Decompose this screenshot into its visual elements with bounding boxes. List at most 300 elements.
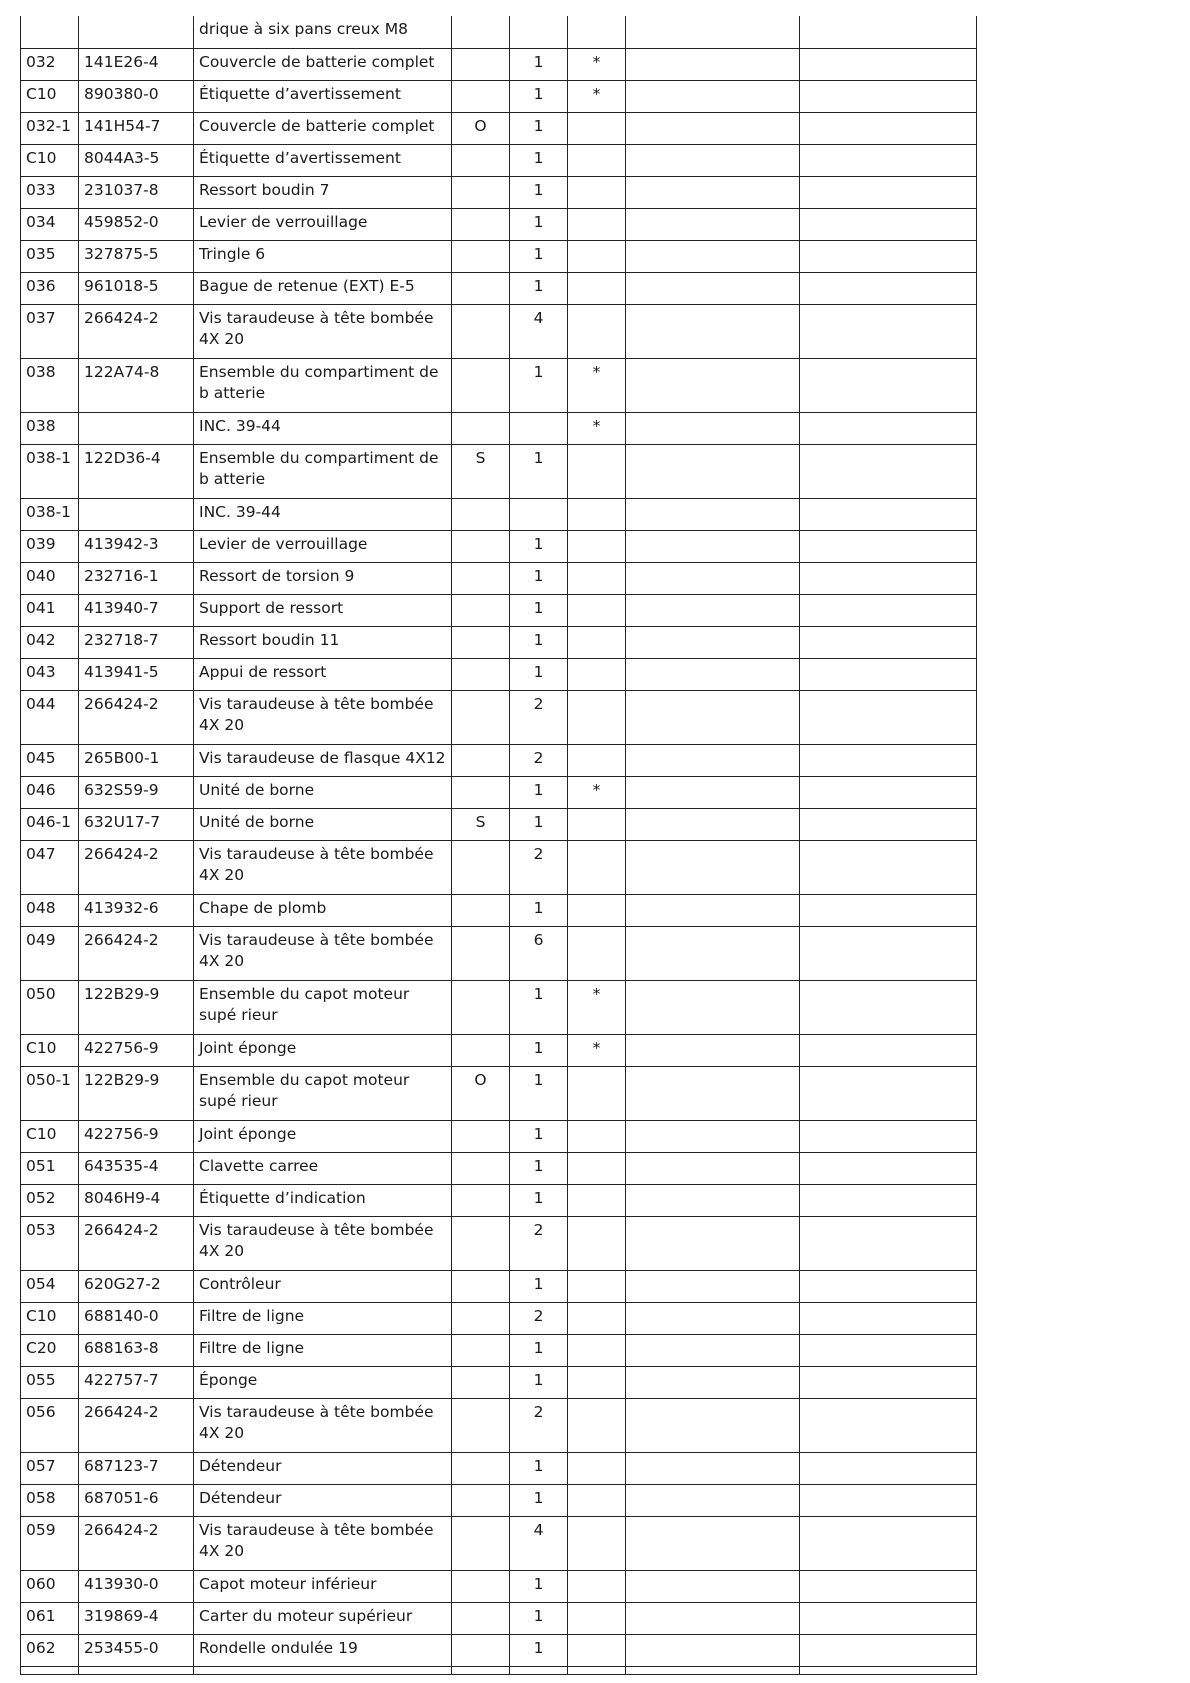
empty-cell — [626, 1034, 800, 1066]
part-number-cell: 232716-1 — [79, 562, 194, 594]
variant-flag-cell — [452, 80, 510, 112]
note-cell: * — [568, 776, 626, 808]
table-row — [21, 1398, 977, 1452]
part-number-cell: 8046H9-4 — [79, 1184, 194, 1216]
part-number-cell: 459852-0 — [79, 208, 194, 240]
item-number-cell: 040 — [21, 562, 79, 594]
part-number-cell: 890380-0 — [79, 80, 194, 112]
quantity-cell: 1 — [510, 1334, 568, 1366]
quantity-cell: 1 — [510, 1452, 568, 1484]
quantity-cell: 1 — [510, 530, 568, 562]
empty-cell — [626, 562, 800, 594]
quantity-cell: 4 — [510, 1516, 568, 1570]
description-cell: Ensemble du compartiment de b atterie — [194, 358, 452, 412]
table-row — [21, 272, 977, 304]
quantity-cell: 1 — [510, 1484, 568, 1516]
description-cell: Capot moteur inférieur — [194, 1570, 452, 1602]
table-row — [21, 444, 977, 498]
note-cell — [568, 808, 626, 840]
parts-list-table — [20, 16, 977, 1675]
table-row — [21, 1184, 977, 1216]
description-cell: Chape de plomb — [194, 894, 452, 926]
quantity-cell: 1 — [510, 1066, 568, 1120]
note-cell — [568, 626, 626, 658]
quantity-cell: 2 — [510, 1398, 568, 1452]
variant-flag-cell — [452, 562, 510, 594]
empty-cell — [800, 626, 977, 658]
empty-cell — [626, 894, 800, 926]
empty-cell — [800, 272, 977, 304]
variant-flag-cell — [452, 1398, 510, 1452]
item-number-cell: 056 — [21, 1398, 79, 1452]
part-number-cell: 687123-7 — [79, 1452, 194, 1484]
description-cell: Appui de ressort — [194, 658, 452, 690]
empty-cell — [800, 1398, 977, 1452]
quantity-cell: 1 — [510, 358, 568, 412]
empty-cell — [626, 690, 800, 744]
description-cell: Ensemble du compartiment de b atterie — [194, 444, 452, 498]
quantity-cell: 1 — [510, 594, 568, 626]
table-row — [21, 80, 977, 112]
part-number-cell: 413930-0 — [79, 1570, 194, 1602]
variant-flag-cell — [452, 240, 510, 272]
variant-flag-cell — [452, 1570, 510, 1602]
variant-flag-cell — [452, 176, 510, 208]
description-cell: Vis taraudeuse à tête bombée 4X 20 — [194, 840, 452, 894]
variant-flag-cell — [452, 626, 510, 658]
empty-cell — [626, 1184, 800, 1216]
description-cell: Vis taraudeuse de flasque 4X12 — [194, 744, 452, 776]
empty-cell — [800, 562, 977, 594]
note-cell — [568, 894, 626, 926]
empty-cell — [626, 1570, 800, 1602]
variant-flag-cell — [452, 1334, 510, 1366]
table-row — [21, 1334, 977, 1366]
item-number-cell: 055 — [21, 1366, 79, 1398]
description-cell: Joint éponge — [194, 1034, 452, 1066]
empty-cell — [800, 1666, 977, 1674]
empty-cell — [800, 48, 977, 80]
variant-flag-cell — [452, 1516, 510, 1570]
empty-cell — [626, 240, 800, 272]
empty-cell — [800, 1302, 977, 1334]
empty-cell — [800, 304, 977, 358]
item-number-cell: 048 — [21, 894, 79, 926]
note-cell — [568, 926, 626, 980]
part-number-cell: 632U17-7 — [79, 808, 194, 840]
empty-cell — [626, 304, 800, 358]
variant-flag-cell — [452, 840, 510, 894]
note-cell — [568, 1066, 626, 1120]
item-number-cell: 038-1 — [21, 498, 79, 530]
empty-cell — [800, 1516, 977, 1570]
item-number-cell: 044 — [21, 690, 79, 744]
empty-cell — [800, 980, 977, 1034]
item-number-cell: 062 — [21, 1634, 79, 1666]
empty-cell — [800, 808, 977, 840]
note-cell — [568, 690, 626, 744]
empty-cell — [800, 1034, 977, 1066]
quantity-cell: 2 — [510, 690, 568, 744]
note-cell — [568, 176, 626, 208]
empty-cell — [800, 112, 977, 144]
empty-cell — [626, 16, 800, 48]
description-cell: Vis taraudeuse à tête bombée 4X 20 — [194, 1216, 452, 1270]
table-row — [21, 808, 977, 840]
note-cell — [568, 112, 626, 144]
quantity-cell: 1 — [510, 1184, 568, 1216]
empty-cell — [626, 272, 800, 304]
empty-cell — [626, 1120, 800, 1152]
item-number-cell: 038 — [21, 412, 79, 444]
description-cell: Support de ressort — [194, 594, 452, 626]
empty-cell — [626, 926, 800, 980]
empty-cell — [800, 1366, 977, 1398]
quantity-cell: 1 — [510, 144, 568, 176]
note-cell — [568, 744, 626, 776]
item-number-cell: 038 — [21, 358, 79, 412]
part-number-cell: 327875-5 — [79, 240, 194, 272]
part-number-cell: 266424-2 — [79, 1216, 194, 1270]
note-cell — [568, 1302, 626, 1334]
part-number-cell: 265B00-1 — [79, 744, 194, 776]
description-cell: Détendeur — [194, 1452, 452, 1484]
empty-cell — [800, 1270, 977, 1302]
quantity-cell: 1 — [510, 1120, 568, 1152]
empty-cell — [626, 1484, 800, 1516]
quantity-cell: 1 — [510, 776, 568, 808]
empty-cell — [626, 1152, 800, 1184]
table-row — [21, 208, 977, 240]
note-cell — [568, 1398, 626, 1452]
table-row — [21, 412, 977, 444]
variant-flag-cell — [452, 690, 510, 744]
empty-cell — [626, 626, 800, 658]
empty-cell — [626, 1302, 800, 1334]
quantity-cell: 1 — [510, 48, 568, 80]
note-cell — [568, 1452, 626, 1484]
description-cell: Détendeur — [194, 1484, 452, 1516]
empty-cell — [626, 530, 800, 562]
variant-flag-cell — [452, 208, 510, 240]
empty-cell — [626, 498, 800, 530]
item-number-cell: 061 — [21, 1602, 79, 1634]
item-number-cell: 035 — [21, 240, 79, 272]
table-row — [21, 1034, 977, 1066]
part-number-cell: 8044A3-5 — [79, 144, 194, 176]
empty-cell — [626, 1634, 800, 1666]
empty-cell — [800, 1452, 977, 1484]
empty-cell — [626, 1366, 800, 1398]
part-number-cell — [79, 498, 194, 530]
empty-cell — [800, 1216, 977, 1270]
table-row — [21, 1302, 977, 1334]
item-number-cell: 060 — [21, 1570, 79, 1602]
description-cell: Vis taraudeuse à tête bombée 4X 20 — [194, 926, 452, 980]
note-cell — [568, 1184, 626, 1216]
table-row — [21, 240, 977, 272]
empty-cell — [800, 658, 977, 690]
description-cell: Tringle 6 — [194, 240, 452, 272]
description-cell: Ressort boudin 11 — [194, 626, 452, 658]
variant-flag-cell — [452, 1152, 510, 1184]
empty-cell — [800, 240, 977, 272]
part-number-cell: 141E26-4 — [79, 48, 194, 80]
part-number-cell: 266424-2 — [79, 926, 194, 980]
empty-cell — [626, 1334, 800, 1366]
empty-cell — [800, 358, 977, 412]
part-number-cell: 266424-2 — [79, 1516, 194, 1570]
quantity-cell: 1 — [510, 1570, 568, 1602]
empty-cell — [800, 1334, 977, 1366]
empty-cell — [626, 1516, 800, 1570]
quantity-cell: 2 — [510, 1302, 568, 1334]
description-cell: Clavette carree — [194, 1152, 452, 1184]
note-cell — [568, 1334, 626, 1366]
variant-flag-cell — [452, 1184, 510, 1216]
variant-flag-cell — [452, 658, 510, 690]
note-cell — [568, 144, 626, 176]
quantity-cell — [510, 16, 568, 48]
item-number-cell: 051 — [21, 1152, 79, 1184]
note-cell — [568, 1216, 626, 1270]
variant-flag-cell — [452, 48, 510, 80]
note-cell — [568, 1602, 626, 1634]
item-number-cell: 032 — [21, 48, 79, 80]
variant-flag-cell — [452, 776, 510, 808]
part-number-cell: 319869-4 — [79, 1602, 194, 1634]
quantity-cell: 1 — [510, 658, 568, 690]
part-number-cell: 413940-7 — [79, 594, 194, 626]
empty-cell — [626, 1270, 800, 1302]
variant-flag-cell — [452, 412, 510, 444]
item-number-cell: 047 — [21, 840, 79, 894]
empty-cell — [800, 926, 977, 980]
table-row — [21, 926, 977, 980]
part-number-cell: 266424-2 — [79, 1398, 194, 1452]
quantity-cell: 2 — [510, 840, 568, 894]
variant-flag-cell: S — [452, 808, 510, 840]
variant-flag-cell — [452, 16, 510, 48]
empty-cell — [800, 1570, 977, 1602]
part-number-cell: 687051-6 — [79, 1484, 194, 1516]
quantity-cell: 1 — [510, 112, 568, 144]
description-cell: Joint éponge — [194, 1120, 452, 1152]
note-cell — [568, 304, 626, 358]
item-number-cell: 034 — [21, 208, 79, 240]
quantity-cell: 2 — [510, 1216, 568, 1270]
part-number-cell: 122B29-9 — [79, 980, 194, 1034]
part-number-cell: 413942-3 — [79, 530, 194, 562]
table-row — [21, 980, 977, 1034]
variant-flag-cell — [452, 1602, 510, 1634]
table-row — [21, 840, 977, 894]
table-row — [21, 1216, 977, 1270]
description-cell: Ensemble du capot moteur supé rieur — [194, 1066, 452, 1120]
empty-cell — [800, 412, 977, 444]
item-number-cell: 054 — [21, 1270, 79, 1302]
quantity-cell: 1 — [510, 1366, 568, 1398]
description-cell: Filtre de ligne — [194, 1334, 452, 1366]
note-cell — [568, 1484, 626, 1516]
table-row — [21, 1066, 977, 1120]
note-cell — [568, 208, 626, 240]
quantity-cell: 4 — [510, 304, 568, 358]
empty-cell — [800, 594, 977, 626]
item-number-cell: 046-1 — [21, 808, 79, 840]
table-row — [21, 1152, 977, 1184]
item-number-cell: 037 — [21, 304, 79, 358]
item-number-cell: 049 — [21, 926, 79, 980]
quantity-cell: 1 — [510, 626, 568, 658]
description-cell: Vis taraudeuse à tête bombée 4X 20 — [194, 304, 452, 358]
item-number-cell: 057 — [21, 1452, 79, 1484]
variant-flag-cell — [452, 272, 510, 304]
description-cell: Vis taraudeuse à tête bombée 4X 20 — [194, 1398, 452, 1452]
item-number-cell: 041 — [21, 594, 79, 626]
empty-cell — [800, 1184, 977, 1216]
part-number-cell: 643535-4 — [79, 1152, 194, 1184]
description-cell: Carter du moteur supérieur — [194, 1602, 452, 1634]
table-row — [21, 1270, 977, 1302]
empty-cell — [79, 1666, 194, 1674]
description-cell: Éponge — [194, 1366, 452, 1398]
table-row — [21, 530, 977, 562]
description-cell: Levier de verrouillage — [194, 208, 452, 240]
quantity-cell — [510, 498, 568, 530]
empty-cell — [626, 1452, 800, 1484]
empty-cell — [800, 1634, 977, 1666]
variant-flag-cell — [452, 594, 510, 626]
empty-cell — [800, 1152, 977, 1184]
variant-flag-cell: O — [452, 1066, 510, 1120]
variant-flag-cell: S — [452, 444, 510, 498]
part-number-cell: 961018-5 — [79, 272, 194, 304]
empty-cell — [626, 80, 800, 112]
note-cell — [568, 1570, 626, 1602]
table-row — [21, 626, 977, 658]
note-cell — [568, 840, 626, 894]
variant-flag-cell — [452, 980, 510, 1034]
note-cell: * — [568, 980, 626, 1034]
quantity-cell: 1 — [510, 80, 568, 112]
note-cell — [568, 444, 626, 498]
description-cell: INC. 39-44 — [194, 498, 452, 530]
table-row — [21, 744, 977, 776]
empty-cell — [626, 208, 800, 240]
empty-cell — [800, 1484, 977, 1516]
quantity-cell: 1 — [510, 444, 568, 498]
table-row — [21, 1516, 977, 1570]
item-number-cell: 058 — [21, 1484, 79, 1516]
table-row — [21, 112, 977, 144]
table-row — [21, 498, 977, 530]
part-number-cell: 122B29-9 — [79, 1066, 194, 1120]
part-number-cell: 231037-8 — [79, 176, 194, 208]
table-row — [21, 1602, 977, 1634]
quantity-cell: 1 — [510, 1602, 568, 1634]
description-cell: Ensemble du capot moteur supé rieur — [194, 980, 452, 1034]
item-number-cell: 032-1 — [21, 112, 79, 144]
variant-flag-cell — [452, 894, 510, 926]
table-row — [21, 1120, 977, 1152]
note-cell: * — [568, 48, 626, 80]
quantity-cell: 1 — [510, 1034, 568, 1066]
note-cell — [568, 1366, 626, 1398]
variant-flag-cell — [452, 1452, 510, 1484]
note-cell — [568, 1634, 626, 1666]
variant-flag-cell — [452, 498, 510, 530]
item-number-cell: C10 — [21, 1302, 79, 1334]
table-row — [21, 1634, 977, 1666]
item-number-cell: 053 — [21, 1216, 79, 1270]
empty-cell — [800, 744, 977, 776]
empty-cell — [800, 208, 977, 240]
note-cell — [568, 1516, 626, 1570]
note-cell — [568, 530, 626, 562]
empty-cell — [626, 358, 800, 412]
description-cell: Couvercle de batterie complet — [194, 112, 452, 144]
item-number-cell: 052 — [21, 1184, 79, 1216]
part-number-cell: 413932-6 — [79, 894, 194, 926]
note-cell: * — [568, 1034, 626, 1066]
description-cell: Étiquette d’avertissement — [194, 80, 452, 112]
empty-cell — [626, 1602, 800, 1634]
quantity-cell: 1 — [510, 1270, 568, 1302]
empty-cell — [626, 1666, 800, 1674]
variant-flag-cell — [452, 1366, 510, 1398]
description-cell: drique à six pans creux M8 — [194, 16, 452, 48]
empty-cell — [626, 980, 800, 1034]
table-row — [21, 176, 977, 208]
description-cell: Couvercle de batterie complet — [194, 48, 452, 80]
item-number-cell: C10 — [21, 80, 79, 112]
part-number-cell: 422756-9 — [79, 1120, 194, 1152]
note-cell — [568, 658, 626, 690]
description-cell: Filtre de ligne — [194, 1302, 452, 1334]
description-cell: Étiquette d’avertissement — [194, 144, 452, 176]
part-number-cell — [79, 412, 194, 444]
empty-cell — [626, 744, 800, 776]
quantity-cell: 1 — [510, 808, 568, 840]
empty-cell — [626, 658, 800, 690]
part-number-cell: 141H54-7 — [79, 112, 194, 144]
part-number-cell: 632S59-9 — [79, 776, 194, 808]
quantity-cell: 1 — [510, 562, 568, 594]
item-number-cell: 043 — [21, 658, 79, 690]
part-number-cell: 266424-2 — [79, 690, 194, 744]
empty-cell — [626, 112, 800, 144]
part-number-cell — [79, 16, 194, 48]
empty-cell — [626, 594, 800, 626]
table-row — [21, 1484, 977, 1516]
part-number-cell: 232718-7 — [79, 626, 194, 658]
variant-flag-cell — [452, 304, 510, 358]
variant-flag-cell — [452, 1216, 510, 1270]
part-number-cell: 620G27-2 — [79, 1270, 194, 1302]
quantity-cell: 1 — [510, 176, 568, 208]
variant-flag-cell — [452, 1302, 510, 1334]
variant-flag-cell — [452, 1634, 510, 1666]
empty-cell — [626, 176, 800, 208]
variant-flag-cell — [452, 1484, 510, 1516]
empty-cell — [510, 1666, 568, 1674]
description-cell: Levier de verrouillage — [194, 530, 452, 562]
empty-cell — [800, 1602, 977, 1634]
variant-flag-cell — [452, 144, 510, 176]
empty-cell — [800, 776, 977, 808]
quantity-cell: 2 — [510, 744, 568, 776]
